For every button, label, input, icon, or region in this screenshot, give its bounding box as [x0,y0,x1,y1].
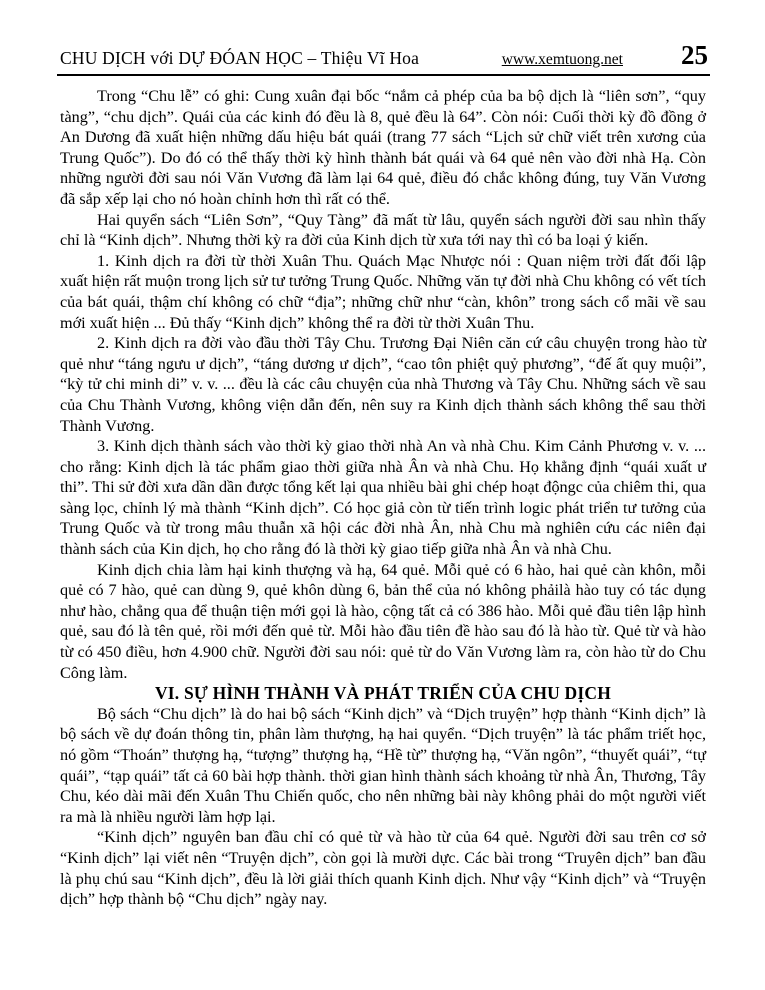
book-title: CHU DỊCH với DỰ ĐÓAN HỌC – Thiệu Vĩ Hoa [60,48,420,68]
paragraph-chu-le-quote: Trong “Chu lễ” có ghi: Cung xuân đại bốc “nắm cả phép của ba bộ dịch là “liên sơn”, “quy tàng”, “chu dịch”. Quái của các kinh đó đều là 8, quẻ đều là 64”. Còn nói: Cuối thời kỳ đồ đồng ở An Dương đã xuất hiện những dấu hiệu bát quái (trang 77 sách “Lịch sử chữ viết trên xương của Trung Quốc”). Do đó có thể thấy thời kỳ hình thành bát quái và 64 quẻ nên vào đời nhà Hạ. Còn những người đời sau nói Văn Vương đã làm lại 64 quẻ, điều đó chắc không đúng, tuy Văn Vương đã sắp xếp lại cho nó hoàn chỉnh hơn thì rất có thể. [60,87,706,208]
paragraph-truyen-dich: “Kinh dịch” nguyên ban đầu chỉ có quẻ từ và hào từ của 64 quẻ. Người đời sau trên cơ sở “Kinh dịch” lại viết nên “Truyện dịch”, còn gọi là mười dực. Các bài trong “Truyên dịch” ban đầu là phụ chú sau “Kinh dịch”, đều là lời giải thích quanh Kinh dịch. Như vậy “Kinh dịch” và “Truyện dịch” hợp thành bộ “Chu dịch” ngày nay. [60,828,706,909]
paragraph-lien-son-quy-tang: Hai quyển sách “Liên Sơn”, “Quy Tàng” đã mất từ lâu, quyển sách người đời sau nhìn thấy chỉ là “Kinh dịch”. Nhưng thời kỳ ra đời của Kinh dịch từ xưa tới nay thì có ba loại ý kiến. [60,210,706,250]
paragraph-kinh-dich-structure: Kinh dịch chia làm hại kinh thượng và hạ, 64 quẻ. Mỗi quẻ có 6 hào, hai quẻ càn khôn, mỗi quẻ có 7 hào, quẻ can dùng 9, quẻ khôn dùng 6, bản thể của nó không phảilà hào tuy có tác dụng như hào, chẳng qua để thuận tiện mới gọi là hào, cộng tất cả có 386 hào. Mỗi quẻ đầu tiên lập hình quẻ, sau đó là tên quẻ, rồi mới đến quẻ từ. Mỗi hào đầu tiên đề hào sau đó là hào từ. Quẻ từ và hào từ có 450 điều, hơn 4.900 chữ. Người đời sau nói: quẻ từ do Văn Vương làm ra, còn hào từ do Chu Công làm. [60,560,706,682]
body-text [60,86,706,910]
paragraph-chu-dich-composition: Bộ sách “Chu dịch” là do hai bộ sách “Kinh dịch” và “Dịch truyện” hợp thành “Kinh dịch” là bộ sách về dự đoán thông tin, phân làm thượng, hạ hai quyển. “Dịch truyện” là tác phẩm triết học, nó gồm “Thoán” thượng hạ, “tượng” thượng hạ, “Hề từ” thượng hạ, “Văn ngôn”, “thuyết quái”, “tự quái”, “tạp quái” tất cả 60 bài hợp thành. thời gian hình thành sách khoảng từ nhà Ân, Thương, Tây Chu, kéo dài mãi đến Xuân Thu Chiến quốc, cho nên những bài này không phải do một người viết ra mà là nhiều người làm hợp lại. [60,704,706,826]
page-number: 25 [681,40,708,70]
section-heading: VI. SỰ HÌNH THÀNH VÀ PHÁT TRIỂN CỦA CHU DỊCH [154,683,612,704]
page-header [60,0,708,69]
header-divider [57,74,710,76]
paragraph-opinion-2-tay-chu: 2. Kinh dịch ra đời vào đầu thời Tây Chu. Trương Đại Niên căn cứ câu chuyện trong hào từ quẻ như “táng ngưu ư dịch”, “táng dương ư dịch”, “cao tôn phiệt quỷ phương”, “đế ất quy muội”, “kỳ tử chi minh di” v. v. ... đều là các câu chuyện của nhà Thương và Tây Chu. Những sách về sau của Chu Thành Vương, không viện dẫn đến, nên suy ra Kinh dịch thành sách không thể sau thời Thành Vương. [60,334,706,435]
website-link[interactable]: www.xemtuong.net [501,51,623,68]
paragraph-opinion-3-an-chu: 3. Kinh dịch thành sách vào thời kỳ giao thời nhà An và nhà Chu. Kim Cảnh Phương v. v. ... cho rằng: Kinh dịch là tác phẩm giao thời giữa nhà Ân và nhà Chu. Họ khẳng định “quái xuất ư thi”. Thi sử đời xưa dần dần được tổng kết lại qua nhiều bài ghi chép hoạt độngc của chiêm thi, qua sàng lọc, chỉnh lý mà thành “Kinh dịch”. Có học giả còn từ tiến trình logic phát triển tư tưởng của Trung Quốc và từ trong mâu thuẫn xã hội các đời nhà Ân, nhà Chu mà nghiên cứu các niên đại thành sách của Kin dịch, họ cho rằng đó là thời kỳ giao tiếp giữa nhà Ân và nhà Chu. [60,437,706,559]
paragraph-opinion-1-xuan-thu: 1. Kinh dịch ra đời từ thời Xuân Thu. Quách Mạc Nhược nói : Quan niệm trời đất đối lập xuất hiện rất muộn trong lịch sử tư tưởng Trung Quốc. Những văn tự đời nhà Chu không có vết tích của bát quái, thậm chí không có chữ “địa”; những chữ như “càn, khôn” trong sách cổ mãi về sau mới xuất hiện ... Đủ thấy “Kinh dịch” không thể ra đời từ thời Xuân Thu. [60,251,706,332]
